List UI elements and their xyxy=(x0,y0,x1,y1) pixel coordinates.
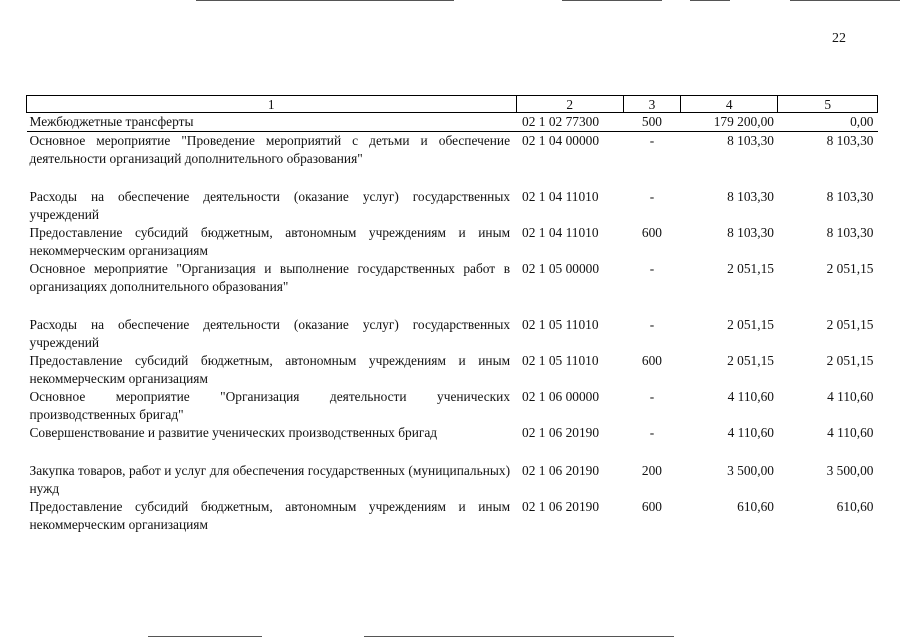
cell-value-1: 2 051,15 xyxy=(727,353,774,368)
scan-artifact-line xyxy=(690,0,730,1)
cell-name: Расходы на обеспечение деятельности (оказание услуг) государственных учреждений xyxy=(29,317,511,350)
cell-value-2: 4 110,60 xyxy=(827,389,874,404)
cell-name: Межбюджетные трансферты xyxy=(27,113,517,132)
cell-type: 600 xyxy=(641,353,662,368)
table-row xyxy=(27,188,878,224)
cell-value-2: 2 051,15 xyxy=(826,261,874,276)
table-row xyxy=(27,388,878,424)
table-header-row xyxy=(27,96,878,113)
cell-value-1: 8 103,30 xyxy=(727,133,774,148)
column-header-type: 3 xyxy=(623,96,680,113)
cell-value-1: 4 110,60 xyxy=(727,425,774,440)
cell-value-2: 4 110,60 xyxy=(827,425,874,440)
table-row xyxy=(27,462,878,498)
scan-artifact-line xyxy=(196,0,454,1)
cell-code: 02 1 05 00000 xyxy=(522,261,600,276)
cell-type: 500 xyxy=(623,113,680,132)
cell-code: 02 1 04 00000 xyxy=(522,133,600,148)
table-spacer-row xyxy=(27,296,878,316)
cell-value-2: 0,00 xyxy=(778,113,878,132)
cell-code: 02 1 06 00000 xyxy=(522,389,600,404)
cell-code: 02 1 06 20190 xyxy=(522,463,600,478)
cell-code: 02 1 05 11010 xyxy=(522,317,599,332)
cell-value-2: 610,60 xyxy=(836,499,874,514)
cell-code: 02 1 02 77300 xyxy=(516,113,623,132)
table-row xyxy=(27,352,878,388)
cell-value-2: 8 103,30 xyxy=(826,225,874,240)
cell-value-2: 8 103,30 xyxy=(826,133,874,148)
cell-name: Закупка товаров, работ и услуг для обеспечения государственных (муниципальных) нужд xyxy=(29,463,511,496)
cell-name: Расходы на обеспечение деятельности (оказание услуг) государственных учреждений xyxy=(29,189,511,222)
cell-value-1: 4 110,60 xyxy=(727,389,774,404)
cell-value-2: 2 051,15 xyxy=(826,317,874,332)
cell-name: Предоставление субсидий бюджетным, автономным учреждениям и иным некоммерческим организациям xyxy=(29,225,511,258)
scan-artifact-line xyxy=(364,636,674,637)
cell-value-1: 8 103,30 xyxy=(727,189,774,204)
table-row xyxy=(27,498,878,534)
cell-type: - xyxy=(649,389,655,404)
table-row xyxy=(27,132,878,169)
cell-type: - xyxy=(649,189,655,204)
table-row xyxy=(27,113,878,132)
cell-code: 02 1 04 11010 xyxy=(522,225,599,240)
column-header-name: 1 xyxy=(27,96,517,113)
cell-type: - xyxy=(649,133,655,148)
cell-type: - xyxy=(649,425,655,440)
cell-value-1: 8 103,30 xyxy=(727,225,774,240)
page-number: 22 xyxy=(832,31,846,46)
cell-code: 02 1 06 20190 xyxy=(522,425,600,440)
cell-type: - xyxy=(649,317,655,332)
cell-value-2: 2 051,15 xyxy=(826,353,874,368)
cell-value-1: 610,60 xyxy=(737,499,774,514)
cell-type: 200 xyxy=(641,463,662,478)
cell-type: 600 xyxy=(641,225,662,240)
cell-name: Предоставление субсидий бюджетным, автономным учреждениям и иным некоммерческим организациям xyxy=(29,499,511,532)
table-row xyxy=(27,224,878,260)
table-spacer-row xyxy=(27,442,878,462)
column-header-value-1: 4 xyxy=(680,96,778,113)
budget-table xyxy=(26,95,878,534)
cell-value-1: 2 051,15 xyxy=(727,261,774,276)
cell-name: Основное мероприятие "Проведение мероприятий с детьми и обеспечение деятельности организаций дополнительного образования" xyxy=(29,133,511,166)
table-spacer-row xyxy=(27,168,878,188)
cell-type: - xyxy=(649,261,655,276)
table-row xyxy=(27,316,878,352)
cell-value-1: 2 051,15 xyxy=(727,317,774,332)
cell-value-1: 3 500,00 xyxy=(727,463,774,478)
cell-code: 02 1 04 11010 xyxy=(522,189,599,204)
cell-value-2: 8 103,30 xyxy=(826,189,874,204)
column-header-code: 2 xyxy=(516,96,623,113)
table-row xyxy=(27,260,878,296)
cell-value-1: 179 200,00 xyxy=(680,113,778,132)
cell-name: Совершенствование и развитие ученических производственных бригад xyxy=(29,425,438,440)
cell-name: Основное мероприятие "Организация и выполнение государственных работ в организациях дополнительного образования" xyxy=(29,261,511,294)
cell-name: Предоставление субсидий бюджетным, автономным учреждениям и иным некоммерческим организациям xyxy=(29,353,511,386)
scan-artifact-line xyxy=(148,636,262,637)
cell-type: 600 xyxy=(641,499,662,514)
cell-value-2: 3 500,00 xyxy=(826,463,874,478)
cell-code: 02 1 05 11010 xyxy=(522,353,599,368)
cell-code: 02 1 06 20190 xyxy=(522,499,600,514)
table-row xyxy=(27,424,878,442)
scan-artifact-line xyxy=(790,0,900,1)
column-header-value-2: 5 xyxy=(778,96,878,113)
scan-artifact-line xyxy=(562,0,662,1)
cell-name: Основное мероприятие "Организация деятельности ученических производственных бригад" xyxy=(29,389,511,422)
